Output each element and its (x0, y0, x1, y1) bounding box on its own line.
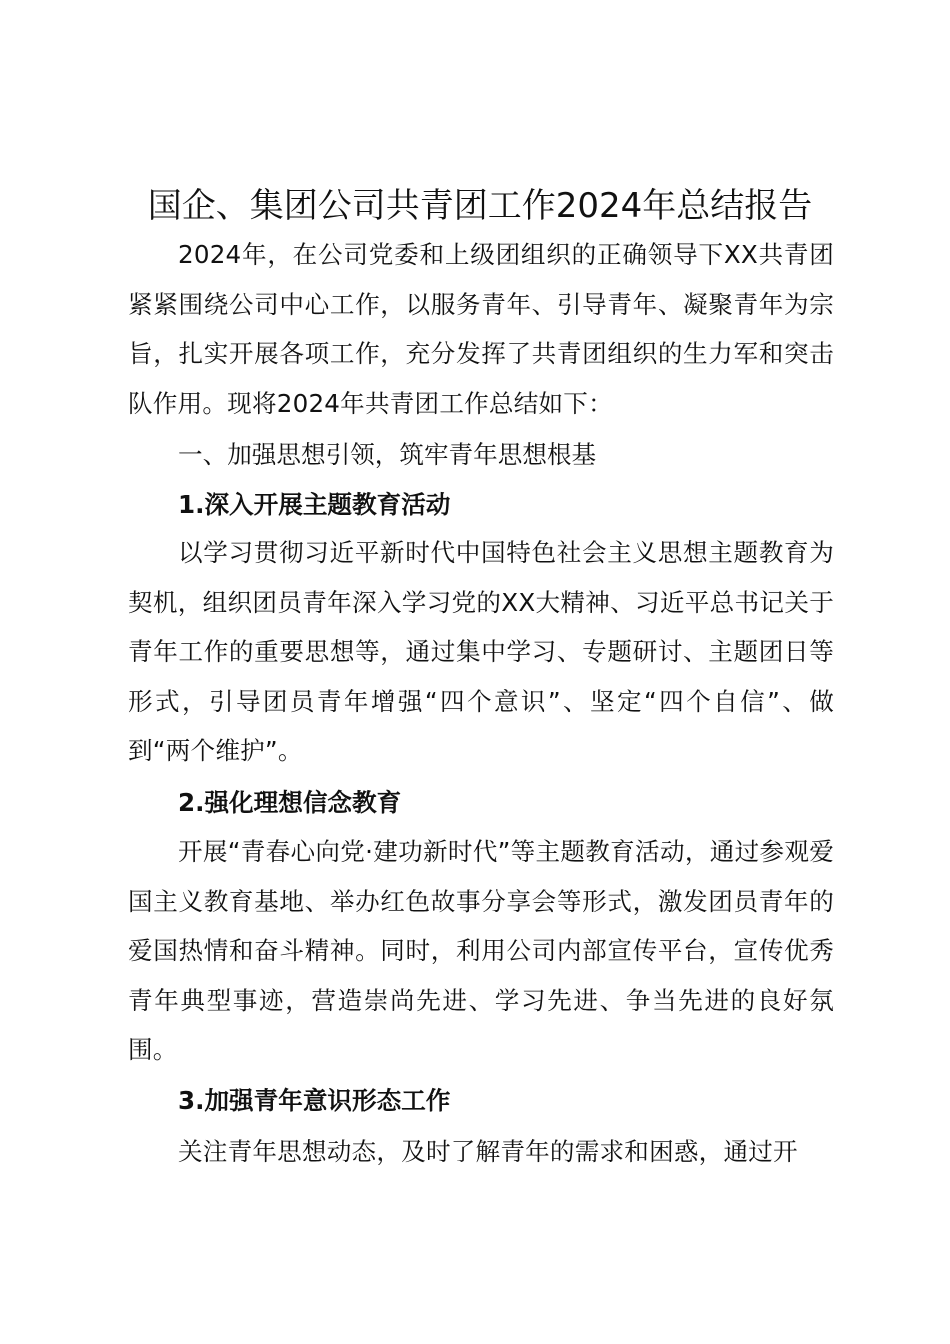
subsection-heading: 3.加强青年意识形态工作 (178, 1086, 451, 1115)
section-heading: 一、加强思想引领，筑牢青年思想根基 (178, 440, 597, 469)
intro-paragraph: 2024年，在公司党委和上级团组织的正确领导下XX共青团紧紧围绕公司中心工作，以服务青年、引导青年、凝聚青年为宗旨，扎实开展各项工作，充分发挥了共青团组织的生力军和突击队作用。现将2024年共青团工作总结如下： (128, 240, 834, 418)
subsection-paragraph: 开展“青春心向党·建功新时代”等主题教育活动，通过参观爱国主义教育基地、举办红色故事分享会等形式，激发团员青年的爱国热情和奋斗精神。同时，利用公司内部宣传平台，宣传优秀青年典型事迹，营造崇尚先进、学习先进、争当先进的良好氛围。 (128, 837, 834, 1064)
subsection-paragraph: 关注青年思想动态，及时了解青年的需求和困惑，通过开 (178, 1137, 798, 1166)
subsection-heading: 1.深入开展主题教育活动 (178, 490, 451, 519)
subsection-heading: 2.强化理想信念教育 (178, 788, 402, 817)
subsection-paragraph: 以学习贯彻习近平新时代中国特色社会主义思想主题教育为契机，组织团员青年深入学习党的XX大精神、习近平总书记关于青年工作的重要思想等，通过集中学习、专题研讨、主题团日等形式，引导团员青年增强“四个意识”、坚定“四个自信”、做到“两个维护”。 (128, 538, 834, 765)
document-title: 国企、集团公司共青团工作2024年总结报告 (147, 186, 813, 226)
